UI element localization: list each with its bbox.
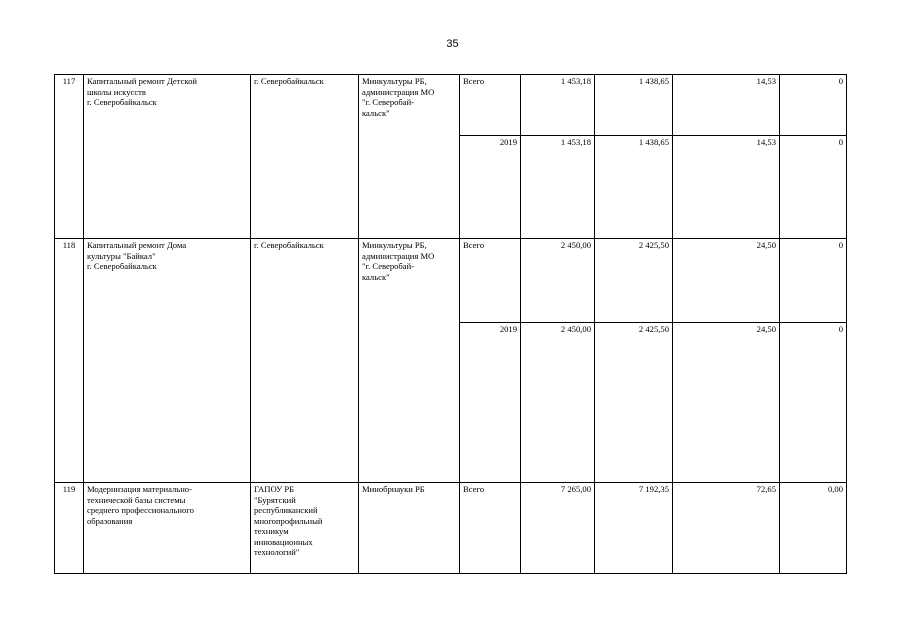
event-name: Капитальный ремонт Дома культуры "Байкал" г. Северобайкальск — [84, 239, 251, 483]
federal-cell: 7 192,35 — [595, 483, 673, 574]
regional-cell: 24,50 — [673, 239, 780, 323]
other-cell: 0 — [780, 75, 847, 136]
location: ГАПОУ РБ "Бурятский республиканский многопрофильный техникум инновационных технологий" — [251, 483, 359, 574]
regional-cell: 14,53 — [673, 75, 780, 136]
other-cell: 0,00 — [780, 483, 847, 574]
row-number: 119 — [55, 483, 84, 574]
period-cell: Всего — [460, 75, 521, 136]
total-cell: 2 450,00 — [521, 323, 595, 483]
regional-cell: 14,53 — [673, 136, 780, 239]
period-cell: 2019 — [460, 323, 521, 483]
responsible: Минкультуры РБ, администрация МО "г. Северобай- кальск" — [359, 239, 460, 483]
regional-cell: 72,65 — [673, 483, 780, 574]
total-cell: 1 453,18 — [521, 136, 595, 239]
location: г. Северобайкальск — [251, 239, 359, 483]
table-row — [55, 75, 847, 136]
location: г. Северобайкальск — [251, 75, 359, 239]
federal-cell: 1 438,65 — [595, 75, 673, 136]
federal-cell: 2 425,50 — [595, 239, 673, 323]
total-cell: 1 453,18 — [521, 75, 595, 136]
responsible: Минобрнауки РБ — [359, 483, 460, 574]
table-row — [55, 483, 847, 574]
page-number: 35 — [446, 38, 459, 50]
total-cell: 2 450,00 — [521, 239, 595, 323]
total-cell: 7 265,00 — [521, 483, 595, 574]
period-cell: Всего — [460, 483, 521, 574]
other-cell: 0 — [780, 323, 847, 483]
federal-cell: 2 425,50 — [595, 323, 673, 483]
program-table — [54, 74, 847, 574]
responsible: Минкультуры РБ, администрация МО "г. Северобай- кальск" — [359, 75, 460, 239]
row-number: 118 — [55, 239, 84, 483]
period-cell: 2019 — [460, 136, 521, 239]
regional-cell: 24,50 — [673, 323, 780, 483]
federal-cell: 1 438,65 — [595, 136, 673, 239]
event-name: Модернизация материально- технической базы системы среднего профессионального образования — [84, 483, 251, 574]
other-cell: 0 — [780, 136, 847, 239]
period-cell: Всего — [460, 239, 521, 323]
event-name: Капитальный ремонт Детской школы искусств г. Северобайкальск — [84, 75, 251, 239]
table-row — [55, 239, 847, 323]
other-cell: 0 — [780, 239, 847, 323]
row-number: 117 — [55, 75, 84, 239]
